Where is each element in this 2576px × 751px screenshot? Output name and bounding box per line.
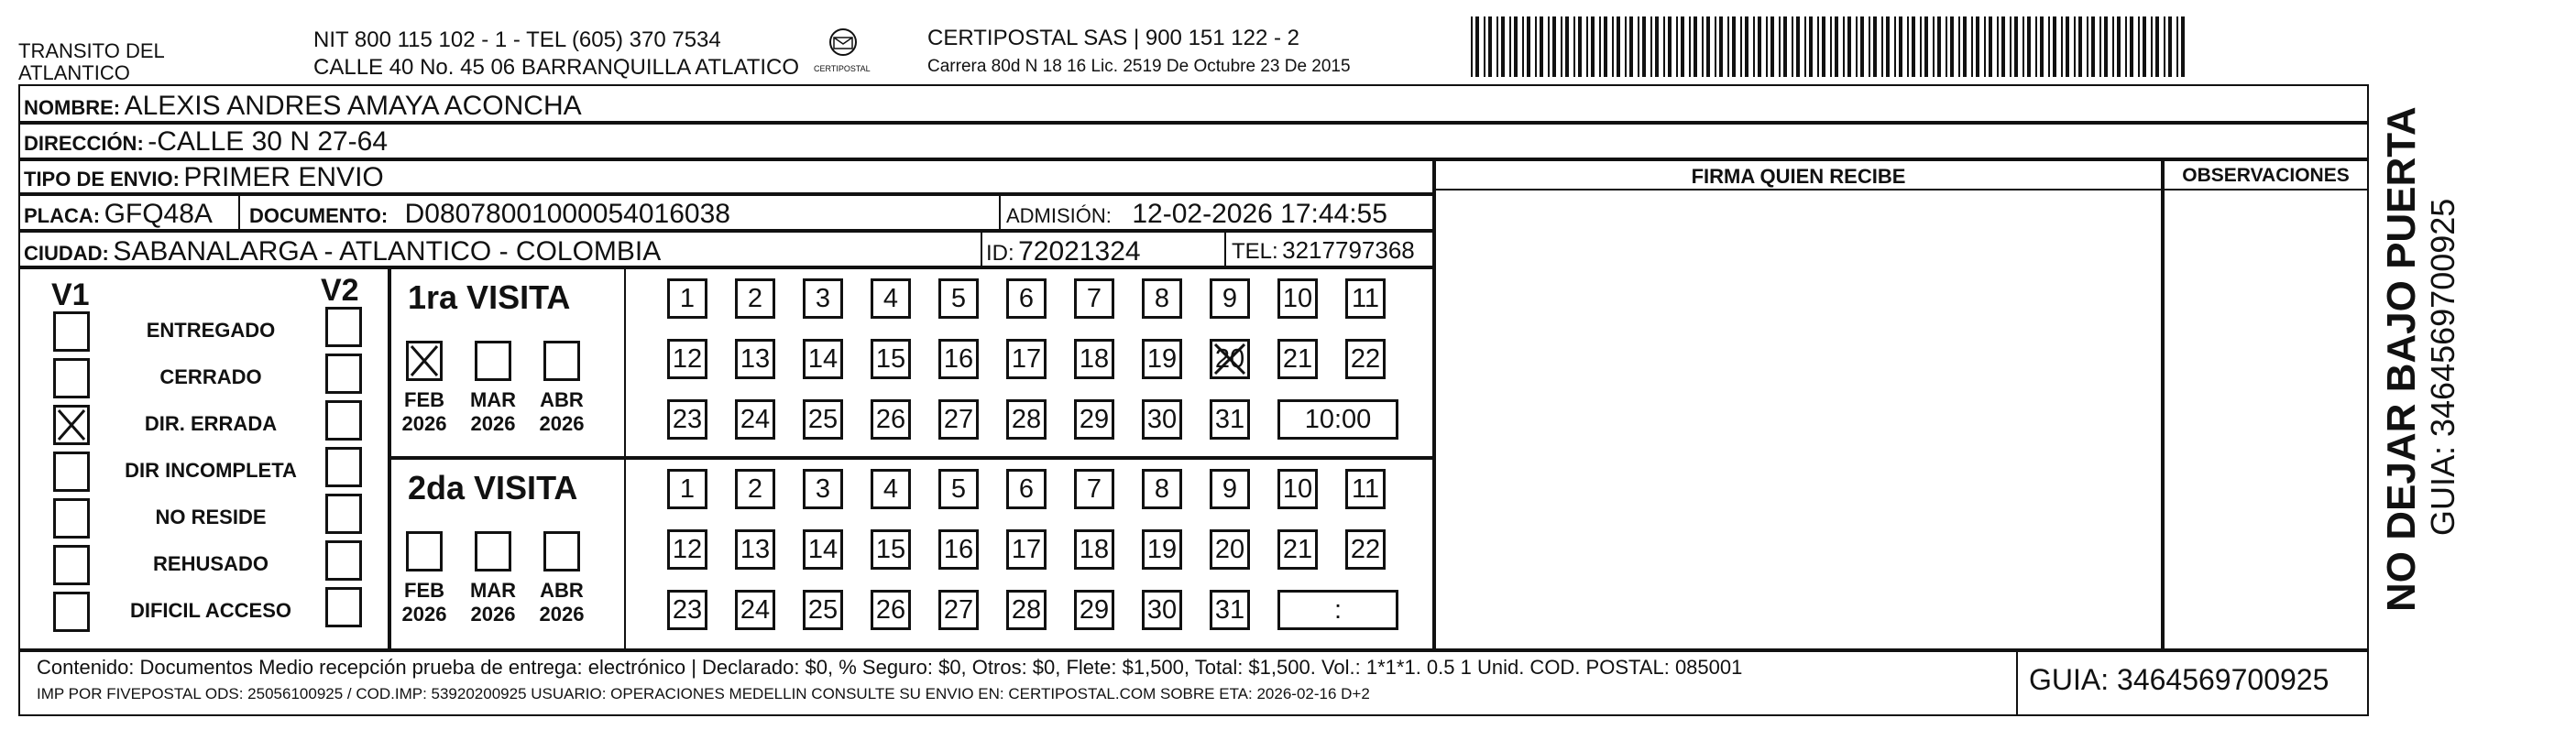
month-name: FEB [404, 579, 444, 602]
month-label [456, 388, 530, 436]
observaciones-column [2163, 159, 2369, 650]
barcode [1471, 16, 2195, 77]
nit-line: NIT 800 115 102 - 1 - TEL (605) 370 7534 [313, 27, 721, 52]
day-cell[interactable]: 27 [938, 590, 979, 630]
day-cell[interactable]: 19 [1142, 339, 1182, 379]
day-cell[interactable]: 22 [1345, 339, 1386, 379]
org-line-1: TRANSITO DEL [18, 39, 165, 62]
placa-label: PLACA: [24, 204, 101, 227]
v1-checkbox[interactable] [53, 358, 90, 398]
nombre-value: ALEXIS ANDRES AMAYA ACONCHA [124, 91, 582, 121]
day-cell[interactable]: 30 [1142, 399, 1182, 440]
org-name [18, 40, 165, 84]
day-cell[interactable]: 17 [1006, 339, 1047, 379]
day-cell[interactable]: 14 [803, 529, 843, 570]
day-cell[interactable]: 19 [1142, 529, 1182, 570]
footer-contenido: Contenido: Documentos Medio recepción prueba de entrega: electrónico | Declarado: $0, % Seguro: $0, Otros: $0, Flete: $1,500, Total: $1,500. Vol.: 1*1*1. 0.5 1 Unid. COD. POSTAL: 085001 [37, 656, 1743, 679]
firma-column [1434, 159, 2163, 650]
address-line: CALLE 40 No. 45 06 BARRANQUILLA ATLATICO [313, 55, 800, 80]
month-name: ABR [540, 579, 584, 602]
reason-label: CERRADO [159, 365, 262, 388]
day-cell[interactable]: 23 [667, 399, 707, 440]
org-line-2: ATLANTICO [18, 61, 130, 84]
documento-field [249, 199, 730, 230]
day-cell[interactable]: 24 [735, 590, 775, 630]
day-cell[interactable]: 25 [803, 590, 843, 630]
day-cell[interactable]: 20 [1210, 339, 1250, 379]
firma-header-line [1434, 159, 2163, 190]
v2-checkbox[interactable] [325, 587, 362, 627]
visit1-title: 1ra VISITA [408, 278, 571, 316]
day-cell[interactable]: 28 [1006, 590, 1047, 630]
v2-checkbox[interactable] [325, 400, 362, 441]
day-cell[interactable]: 1 [667, 469, 707, 509]
day-cell[interactable]: 14 [803, 339, 843, 379]
month-checkbox[interactable] [475, 531, 511, 571]
day-cell[interactable]: 10 [1277, 278, 1318, 319]
tipo-label: TIPO DE ENVIO: [24, 168, 180, 190]
day-cell[interactable]: 9 [1210, 278, 1250, 319]
placa-field [24, 199, 213, 230]
v1-checkbox[interactable] [53, 452, 90, 492]
day-cell[interactable]: 2 [735, 469, 775, 509]
no-dejar-bajo-puerta: NO DEJAR BAJO PUERTA [2379, 106, 2424, 612]
v2-checkbox[interactable] [325, 307, 362, 347]
time-field[interactable]: : [1277, 590, 1398, 630]
day-cell[interactable]: 7 [1074, 278, 1114, 319]
v1-checkbox[interactable] [53, 311, 90, 352]
v2-label: V2 [321, 273, 359, 308]
footer-imp-line: IMP POR FIVEPOSTAL ODS: 25056100925 / COD.IMP: 53920200925 USUARIO: OPERACIONES MEDELLIN CONSULTE SU ENVIO EN: CERTIPOSTAL.COM SOBRE ETA: 2026-02-16 D+2 [37, 685, 1370, 702]
tel-label: TEL: [1232, 239, 1278, 264]
day-cell[interactable]: 16 [938, 529, 979, 570]
tipo-field [24, 162, 384, 193]
documento-value: D08078001000054016038 [404, 199, 730, 229]
footer-guia: GUIA: 3464569700925 [2029, 663, 2329, 696]
admision-label: ADMISIÓN: [1006, 204, 1112, 227]
direccion-label: DIRECCIÓN: [24, 132, 144, 155]
day-cell[interactable]: 13 [735, 339, 775, 379]
day-cell[interactable]: 15 [871, 529, 911, 570]
visit2-title: 2da VISITA [408, 469, 578, 506]
side-guia: GUIA: 3464569700925 [2424, 198, 2461, 536]
direccion-value: -CALLE 30 N 27-64 [148, 126, 389, 157]
month-year: 2026 [401, 603, 447, 626]
reason-label: DIFICIL ACCESO [129, 599, 291, 622]
month-year: 2026 [470, 412, 516, 435]
v1-checkbox[interactable] [53, 498, 90, 539]
month-name: ABR [540, 388, 584, 411]
tipo-value: PRIMER ENVIO [183, 162, 384, 192]
check-mark-icon [56, 408, 87, 442]
day-cell[interactable]: 6 [1006, 278, 1047, 319]
documento-label: DOCUMENTO: [249, 204, 389, 227]
v2-checkbox[interactable] [325, 494, 362, 534]
reason-label: NO RESIDE [155, 506, 267, 528]
month-checkbox[interactable] [543, 341, 580, 381]
month-year: 2026 [539, 603, 585, 626]
day-cell[interactable]: 25 [803, 399, 843, 440]
month-checkbox[interactable] [475, 341, 511, 381]
certipostal-logo [806, 26, 880, 76]
v2-checkbox[interactable] [325, 354, 362, 394]
carrier-line: CERTIPOSTAL SAS | 900 151 122 - 2 [927, 26, 1299, 50]
day-cell[interactable]: 15 [871, 339, 911, 379]
day-cell[interactable]: 12 [667, 529, 707, 570]
day-cell[interactable]: 7 [1074, 469, 1114, 509]
nombre-field [24, 91, 582, 122]
day-cell[interactable]: 17 [1006, 529, 1047, 570]
ciudad-value: SABANALARGA - ATLANTICO - COLOMBIA [113, 236, 662, 267]
logo-text: CERTIPOSTAL [814, 64, 871, 73]
day-cell[interactable]: 20 [1210, 529, 1250, 570]
day-cell[interactable]: 23 [667, 590, 707, 630]
month-year: 2026 [401, 412, 447, 435]
reason-label: DIR INCOMPLETA [125, 459, 297, 482]
v1-checkbox[interactable] [53, 545, 90, 585]
license-line: Carrera 80d N 18 16 Lic. 2519 De Octubre 23 De 2015 [927, 57, 1351, 76]
day-cell[interactable]: 5 [938, 278, 979, 319]
day-cell[interactable]: 13 [735, 529, 775, 570]
check-mark-icon [1212, 342, 1247, 376]
day-cell[interactable]: 29 [1074, 399, 1114, 440]
day-cell[interactable]: 21 [1277, 339, 1318, 379]
time-field[interactable]: 10:00 [1277, 399, 1398, 440]
admision-value: 12-02-2026 17:44:55 [1132, 199, 1387, 229]
month-name: FEB [404, 388, 444, 411]
day-cell[interactable]: 11 [1345, 278, 1386, 319]
day-cell[interactable]: 4 [871, 469, 911, 509]
tel-field [1232, 236, 1415, 265]
day-cell[interactable]: 22 [1345, 529, 1386, 570]
day-cell[interactable]: 5 [938, 469, 979, 509]
day-cell[interactable]: 21 [1277, 529, 1318, 570]
day-cell[interactable]: 26 [871, 399, 911, 440]
reason-label: ENTREGADO [146, 319, 276, 342]
day-cell[interactable]: 18 [1074, 529, 1114, 570]
month-label [525, 579, 598, 626]
day-cell[interactable]: 26 [871, 590, 911, 630]
day-cell[interactable]: 24 [735, 399, 775, 440]
month-label [456, 579, 530, 626]
day-cell[interactable]: 18 [1074, 339, 1114, 379]
observaciones-label: OBSERVACIONES [2182, 165, 2350, 186]
month-checkbox[interactable] [406, 531, 443, 571]
month-label [525, 388, 598, 436]
month-checkbox[interactable] [406, 341, 443, 381]
reason-label: REHUSADO [153, 552, 269, 575]
id-value: 72021324 [1018, 236, 1141, 267]
v1-label: V1 [51, 278, 90, 312]
nombre-label: NOMBRE: [24, 96, 121, 119]
day-cell[interactable]: 12 [667, 339, 707, 379]
id-field [986, 236, 1141, 267]
day-cell[interactable]: 9 [1210, 469, 1250, 509]
day-cell[interactable]: 6 [1006, 469, 1047, 509]
day-cell[interactable]: 30 [1142, 590, 1182, 630]
day-cell[interactable]: 3 [803, 469, 843, 509]
day-cell[interactable]: 28 [1006, 399, 1047, 440]
month-name: MAR [469, 388, 517, 411]
day-cell[interactable]: 8 [1142, 469, 1182, 509]
day-cell[interactable]: 29 [1074, 590, 1114, 630]
v1-checkbox[interactable] [53, 592, 90, 632]
day-cell[interactable]: 2 [735, 278, 775, 319]
v1-checkbox[interactable] [53, 405, 90, 445]
direccion-field [24, 126, 388, 158]
firma-label: FIRMA QUIEN RECIBE [1691, 165, 1906, 188]
day-cell[interactable]: 27 [938, 399, 979, 440]
month-label [388, 388, 461, 436]
day-cell[interactable]: 16 [938, 339, 979, 379]
month-year: 2026 [470, 603, 516, 626]
month-checkbox[interactable] [543, 531, 580, 571]
v2-checkbox[interactable] [325, 447, 362, 487]
day-cell[interactable]: 1 [667, 278, 707, 319]
day-cell[interactable]: 11 [1345, 469, 1386, 509]
admision-field [1006, 199, 1387, 230]
day-cell[interactable]: 10 [1277, 469, 1318, 509]
day-cell[interactable]: 8 [1142, 278, 1182, 319]
reason-label: DIR. ERRADA [144, 412, 278, 435]
month-name: MAR [469, 579, 517, 602]
day-cell[interactable]: 4 [871, 278, 911, 319]
v2-checkbox[interactable] [325, 540, 362, 581]
day-cell[interactable]: 31 [1210, 399, 1250, 440]
ciudad-label: CIUDAD: [24, 242, 109, 265]
day-cell[interactable]: 3 [803, 278, 843, 319]
month-label [388, 579, 461, 626]
month-year: 2026 [539, 412, 585, 435]
tel-value: 3217797368 [1282, 236, 1415, 264]
ciudad-field [24, 236, 661, 267]
placa-value: GFQ48A [104, 199, 213, 229]
id-label: ID: [986, 241, 1014, 266]
check-mark-icon [409, 343, 440, 378]
day-cell[interactable]: 31 [1210, 590, 1250, 630]
